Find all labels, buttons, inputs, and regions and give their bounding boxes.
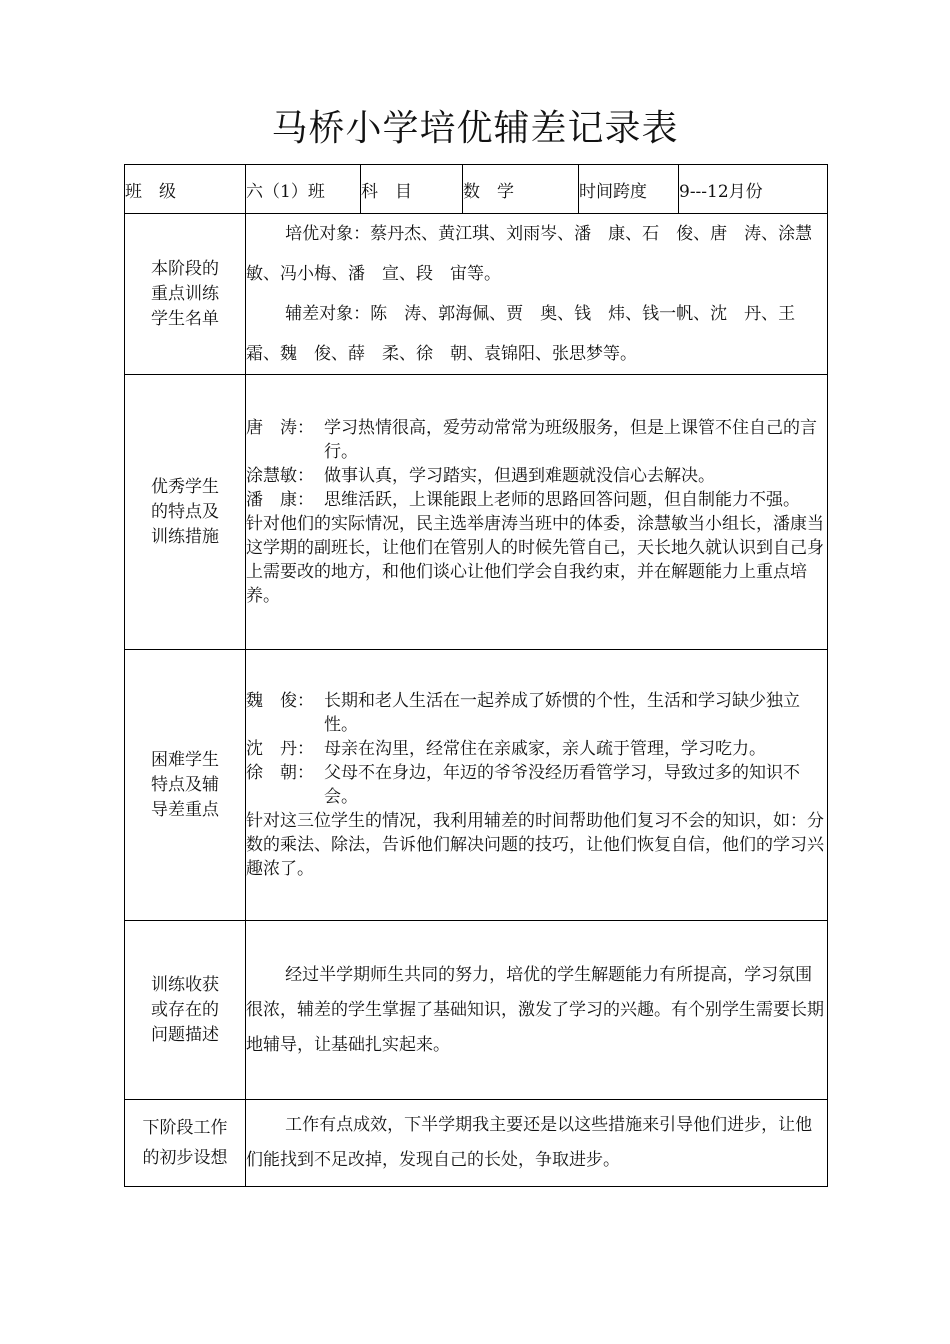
class-label: 班 级 (125, 165, 246, 214)
difficult-row (125, 650, 828, 921)
results-label: 训练收获 或存在的 问题描述 (125, 921, 246, 1100)
excellent-row (125, 375, 828, 650)
student-note: 母亲在沟里，经常住在亲戚家，亲人疏于管理，学习吃力。 (324, 739, 766, 759)
excellent-measures: 针对他们的实际情况，民主选举唐涛当班中的体委，涂慧敏当小组长，潘康当这学期的副班长，让他们在管别人的时候先管自己，天长地久就认识到自己身上需要改的地方，和他们谈心让他们学会自我约束，并在解题能力上重点培养。 (246, 514, 824, 606)
next-label: 下阶段工作 的初步设想 (125, 1100, 246, 1187)
header-row (125, 165, 828, 214)
students-content (246, 214, 828, 375)
student-name: 涂慧敏： (246, 466, 314, 486)
student-entry (246, 464, 827, 488)
student-note: 做事认真，学习踏实，但遇到难题就没信心去解决。 (324, 466, 715, 486)
class-value: 六（1）班 (246, 165, 361, 214)
student-note: 长期和老人生活在一起养成了娇惯的个性，生活和学习缺少独立性。 (324, 691, 800, 735)
difficult-measures: 针对这三位学生的情况，我利用辅差的时间帮助他们复习不会的知识，如：分数的乘法、除法，告诉他们解决问题的技巧，让他们恢复自信，他们的学习兴趣浓了。 (246, 811, 824, 879)
page-title: 马桥小学培优辅差记录表 (271, 108, 679, 149)
student-name: 唐 涛： (246, 418, 314, 438)
student-entry (246, 737, 827, 761)
student-name: 潘 康： (246, 490, 314, 510)
student-entry (246, 689, 827, 737)
student-name: 沈 丹： (246, 739, 314, 759)
student-entry (246, 761, 827, 809)
student-note: 父母不在身边，年迈的爷爷没经历看管学习，导致过多的知识不会。 (324, 763, 800, 807)
student-note: 学习热情很高，爱劳动常常为班级服务，但是上课管不住自己的言行。 (324, 418, 817, 462)
next-content (246, 1100, 828, 1187)
students-label: 本阶段的 重点训练 学生名单 (125, 214, 246, 375)
excellent-content (246, 375, 828, 650)
difficult-content (246, 650, 828, 921)
results-row (125, 921, 828, 1100)
time-span-label: 时间跨度 (579, 165, 679, 214)
weak-students-list: 辅差对象：陈 涛、郭海佩、贾 奥、钱 炜、钱一帆、沈 丹、王 霜、魏 俊、薛 柔、徐 朝、袁锦阳、张思梦等。 (246, 304, 813, 364)
results-content (246, 921, 828, 1100)
excellent-label: 优秀学生 的特点及 训练措施 (125, 375, 246, 650)
subject-value: 数 学 (463, 165, 579, 214)
student-entry (246, 488, 827, 512)
next-row (125, 1100, 828, 1187)
students-row (125, 214, 828, 375)
student-name: 徐 朝： (246, 763, 314, 783)
results-text: 经过半学期师生共同的努力，培优的学生解题能力有所提高，学习氛围很浓，辅差的学生掌握了基础知识，激发了学习的兴趣。有个别学生需要长期地辅导，让基础扎实起来。 (246, 964, 824, 1055)
student-name: 魏 俊： (246, 691, 314, 711)
record-table (124, 164, 828, 1187)
time-span-value: 9---12月份 (679, 165, 828, 214)
next-text: 工作有点成效，下半学期我主要还是以这些措施来引导他们进步，让他们能找到不足改掉，发现自己的长处，争取进步。 (246, 1115, 813, 1170)
student-entry (246, 416, 827, 464)
top-students-list: 培优对象：蔡丹杰、黄江琪、刘雨岑、潘 康、石 俊、唐 涛、涂慧敏、冯小梅、潘 宣、段 宙等。 (246, 224, 813, 284)
student-note: 思维活跃，上课能跟上老师的思路回答问题，但自制能力不强。 (324, 490, 800, 510)
subject-label: 科 目 (361, 165, 463, 214)
difficult-label: 困难学生 特点及辅 导差重点 (125, 650, 246, 921)
